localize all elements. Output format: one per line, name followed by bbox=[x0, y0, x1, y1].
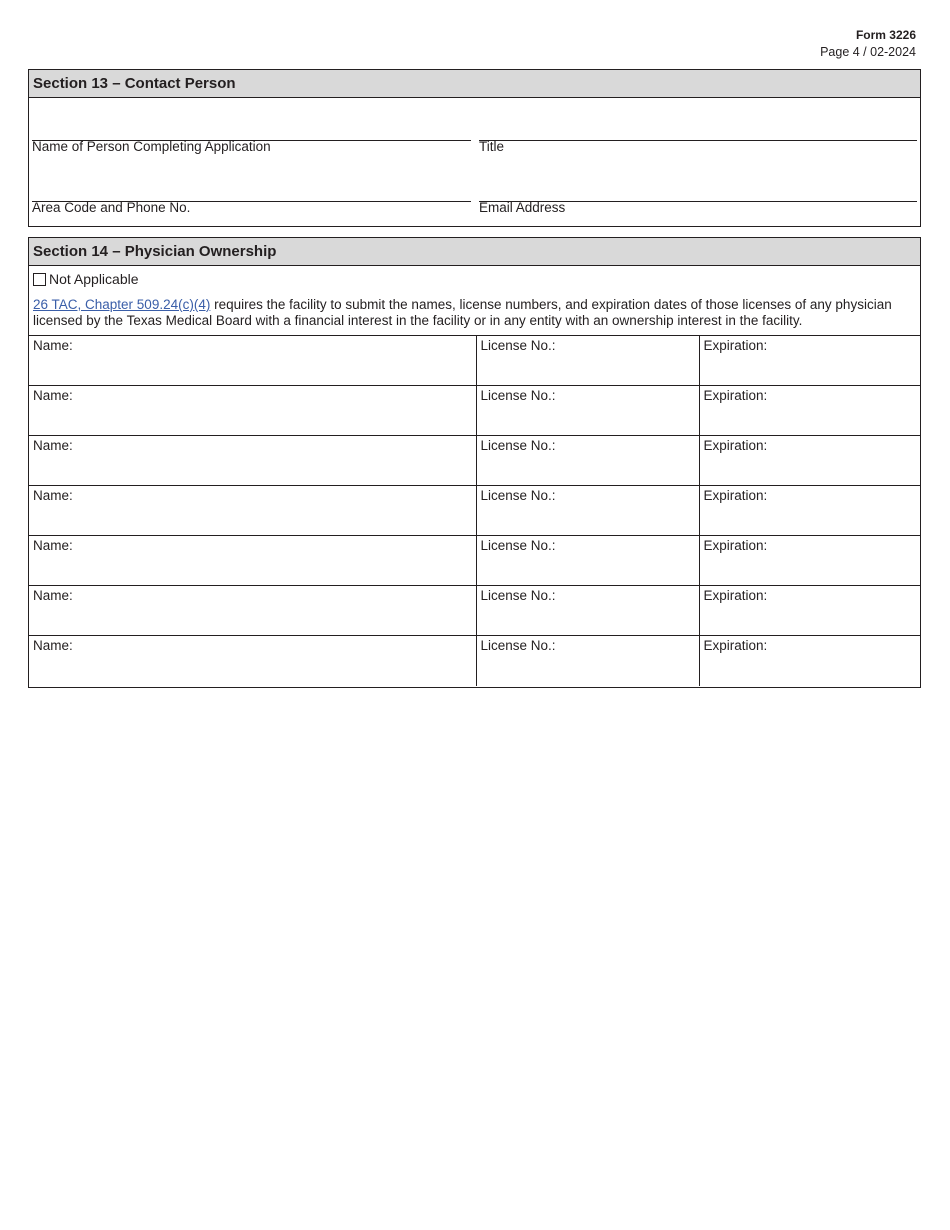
name-cell[interactable]: Name: bbox=[29, 586, 476, 636]
table-row bbox=[29, 386, 920, 436]
table-row bbox=[29, 436, 920, 486]
not-applicable-label: Not Applicable bbox=[49, 271, 139, 287]
expiration-cell[interactable]: Expiration: bbox=[699, 636, 920, 686]
license-cell[interactable]: License No.: bbox=[476, 636, 699, 686]
table-row bbox=[29, 486, 920, 536]
contact-title-line bbox=[479, 140, 917, 141]
expiration-cell[interactable]: Expiration: bbox=[699, 386, 920, 436]
not-applicable-checkbox[interactable] bbox=[33, 273, 46, 286]
contact-phone-label: Area Code and Phone No. bbox=[32, 200, 191, 215]
expiration-cell[interactable]: Expiration: bbox=[699, 586, 920, 636]
not-applicable-row bbox=[33, 271, 139, 287]
section-contact-person bbox=[28, 69, 921, 227]
name-cell[interactable]: Name: bbox=[29, 336, 476, 386]
name-cell[interactable]: Name: bbox=[29, 636, 476, 686]
name-cell[interactable]: Name: bbox=[29, 386, 476, 436]
expiration-cell[interactable]: Expiration: bbox=[699, 486, 920, 536]
contact-title-input[interactable] bbox=[480, 112, 916, 140]
table-row bbox=[29, 536, 920, 586]
section-14-title: Section 14 – Physician Ownership bbox=[29, 238, 920, 266]
rule-description: requires the facility to submit the names, license numbers, and expiration dates of those licenses of any physician licensed by the Texas Medical Board with a financial interest in the facility or in any entity with an ownership interest in the facility. bbox=[33, 297, 892, 328]
section-physician-ownership bbox=[28, 237, 921, 688]
contact-email-input[interactable] bbox=[480, 173, 916, 201]
license-cell[interactable]: License No.: bbox=[476, 536, 699, 586]
contact-phone-input[interactable] bbox=[33, 173, 471, 201]
page-info: Page 4 / 02-2024 bbox=[820, 45, 916, 59]
expiration-cell[interactable]: Expiration: bbox=[699, 336, 920, 386]
contact-title-label: Title bbox=[479, 139, 505, 154]
license-cell[interactable]: License No.: bbox=[476, 436, 699, 486]
form-number: Form 3226 bbox=[855, 28, 916, 42]
name-cell[interactable]: Name: bbox=[29, 536, 476, 586]
contact-email-label: Email Address bbox=[479, 200, 566, 215]
name-cell[interactable]: Name: bbox=[29, 486, 476, 536]
expiration-cell[interactable]: Expiration: bbox=[699, 536, 920, 586]
table-row bbox=[29, 586, 920, 636]
license-cell[interactable]: License No.: bbox=[476, 586, 699, 636]
physician-ownership-table bbox=[29, 335, 920, 686]
license-cell[interactable]: License No.: bbox=[476, 336, 699, 386]
expiration-cell[interactable]: Expiration: bbox=[699, 436, 920, 486]
table-row bbox=[29, 636, 920, 686]
rule-link[interactable]: 26 TAC, Chapter 509.24(c)(4) bbox=[33, 297, 211, 312]
name-cell[interactable]: Name: bbox=[29, 436, 476, 486]
table-row bbox=[29, 336, 920, 386]
contact-name-label: Name of Person Completing Application bbox=[32, 139, 271, 154]
requirement-text bbox=[33, 297, 913, 329]
form-header bbox=[820, 27, 916, 61]
license-cell[interactable]: License No.: bbox=[476, 486, 699, 536]
section-13-title: Section 13 – Contact Person bbox=[29, 70, 920, 98]
license-cell[interactable]: License No.: bbox=[476, 386, 699, 436]
contact-name-input[interactable] bbox=[33, 112, 471, 140]
